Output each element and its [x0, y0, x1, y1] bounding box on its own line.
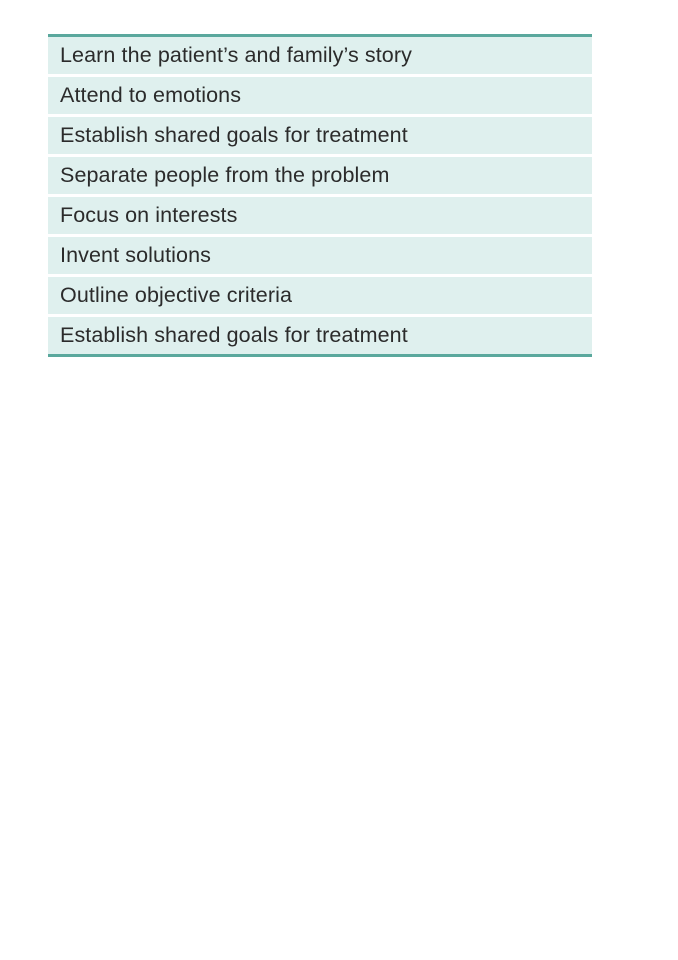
row-label: Learn the patient’s and family’s story — [60, 43, 412, 67]
table-row — [48, 277, 592, 317]
table-row — [48, 37, 592, 77]
row-label: Invent solutions — [60, 243, 211, 267]
row-label: Focus on interests — [60, 203, 238, 227]
row-label: Establish shared goals for treatment — [60, 123, 408, 147]
table-row — [48, 117, 592, 157]
table-row — [48, 197, 592, 237]
table-row — [48, 317, 592, 354]
table-row — [48, 237, 592, 277]
table-row — [48, 77, 592, 117]
row-label: Establish shared goals for treatment — [60, 323, 408, 347]
table-row — [48, 157, 592, 197]
row-label: Outline objective criteria — [60, 283, 293, 307]
row-label: Separate people from the problem — [60, 163, 390, 187]
row-label: Attend to emotions — [60, 83, 242, 107]
steps-table — [48, 34, 592, 357]
